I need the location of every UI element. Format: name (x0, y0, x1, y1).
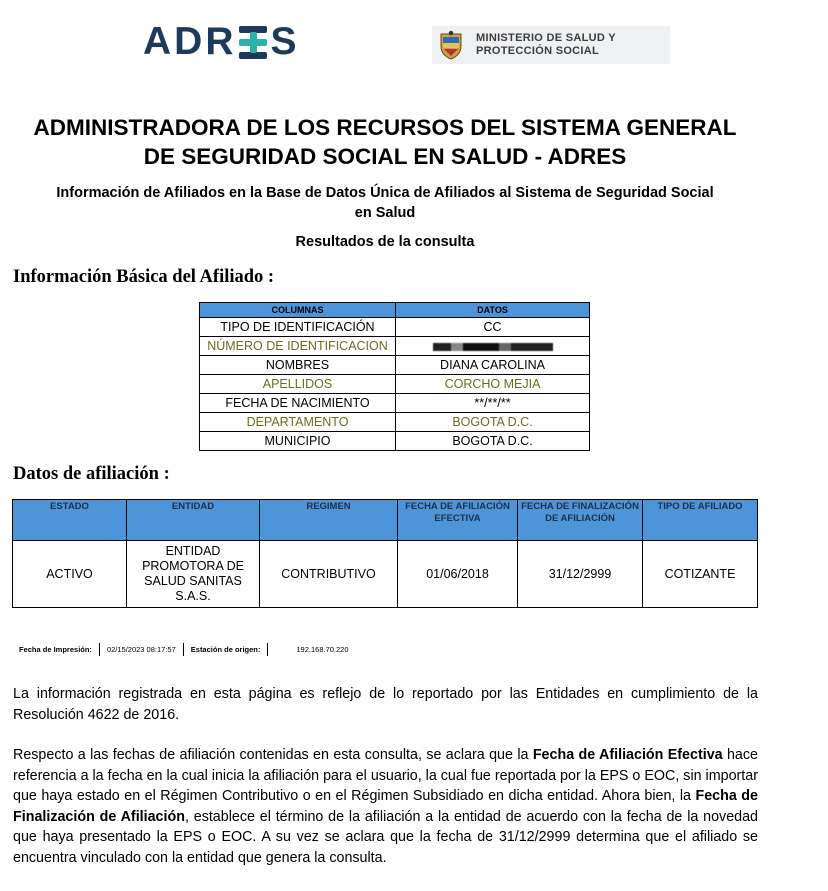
page-title (0, 113, 770, 171)
paragraph-text: hace referencia a la fecha en la cual inicia la afiliación para el usuario, la cual fue reportada por la EPS o EOC, sin importar que haya estado en el Régimen Contributivo o en el Régimen Subsidiado en dicha entidad. Ahora bien, la (13, 747, 758, 804)
colombia-coat-of-arms-icon (438, 30, 464, 60)
cell-estado: ACTIVO (13, 541, 127, 608)
row-value: CC (396, 318, 590, 337)
adres-plus-e-icon (239, 25, 269, 59)
table-row (200, 318, 590, 337)
row-label: FECHA DE NACIMIENTO (200, 394, 396, 413)
disclaimer-paragraph-1: La información registrada en esta página es reflejo de lo reportado por las Entidades en cumplimiento de la Resolución 4622 de 2016. (13, 686, 758, 723)
page-title-line-1: ADMINISTRADORA DE LOS RECURSOS DEL SISTEMA GENERAL (33, 115, 737, 140)
paragraph-text: Respecto a las fechas de afiliación contenidas en esta consulta, se aclara que la (13, 747, 533, 763)
column-header-regimen: REGIMEN (260, 500, 398, 541)
table-row (200, 337, 590, 356)
cell-entidad: ENTIDAD PROMOTORA DE SALUD SANITAS S.A.S. (127, 541, 260, 608)
row-value: BOGOTA D.C. (396, 432, 590, 451)
ministry-logo (432, 26, 670, 64)
table-row (200, 356, 590, 375)
row-label: MUNICIPIO (200, 432, 396, 451)
print-info (19, 642, 349, 656)
column-header-columnas: COLUMNAS (200, 303, 396, 318)
disclaimer-paragraph-2 (13, 745, 758, 868)
row-label: TIPO DE IDENTIFICACIÓN (200, 318, 396, 337)
paragraph-bold-term: Fecha de Afiliación Efectiva (532, 747, 723, 763)
row-value: CORCHO MEJIA (396, 375, 590, 394)
paragraph-bold-term: Fecha de Finalización de Afiliación (13, 788, 758, 825)
page-subtitle-line-1: Información de Afiliados en la Base de Datos Única de Afiliados al Sistema de Seguridad Social (56, 185, 714, 201)
adres-logo: AD R S (143, 20, 300, 63)
row-label: NÚMERO DE IDENTIFICACION (200, 337, 396, 356)
adres-logo-ad: AD (143, 20, 206, 63)
row-label: NOMBRES (200, 356, 396, 375)
divider (267, 643, 268, 656)
divider (99, 643, 100, 656)
row-value: BOGOTA D.C. (396, 413, 590, 432)
cell-fecha-finalizacion: 31/12/2999 (518, 541, 643, 608)
row-label: APELLIDOS (200, 375, 396, 394)
table-row (200, 432, 590, 451)
results-title: Resultados de la consulta (295, 234, 475, 250)
affiliation-table (12, 499, 758, 608)
column-header-fecha-finalizacion: FECHA DE FINALIZACIÓN DE AFILIACIÓN (518, 500, 643, 541)
row-value: DIANA CAROLINA (396, 356, 590, 375)
table-row (200, 394, 590, 413)
page-subtitle (0, 183, 770, 223)
table-row (200, 375, 590, 394)
page-subtitle-line-2: en Salud (354, 205, 416, 221)
column-header-fecha-afiliacion: FECHA DE AFILIACIÓN EFECTIVA (398, 500, 518, 541)
column-header-entidad: ENTIDAD (127, 500, 260, 541)
paragraph-text: , establece el término de la afiliación a la entidad de acuerdo con la fecha de la novedad que haya presentado la EPS o EOC. A su vez se aclara que la fecha de 31/12/2999 determina que el afiliado se encuentra vinculado con la entidad que genera la consulta. (13, 808, 758, 866)
cell-tipo-afiliado: COTIZANTE (643, 541, 758, 608)
table-row (200, 413, 590, 432)
row-value: **/**/** (396, 394, 590, 413)
row-label: DEPARTAMENTO (200, 413, 396, 432)
print-date-label: Fecha de Impresión: (19, 644, 92, 654)
basic-info-heading: Información Básica del Afiliado : (13, 267, 275, 287)
cell-regimen: CONTRIBUTIVO (260, 541, 398, 608)
column-header-datos: DATOS (396, 303, 590, 318)
print-date-value: 02/15/2023 08:17:57 (106, 644, 176, 654)
basic-info-table (199, 302, 590, 451)
cell-fecha-afiliacion: 01/06/2018 (398, 541, 518, 608)
ministry-line-1: MINISTERIO DE SALUD Y (476, 32, 616, 44)
column-header-tipo-afiliado: TIPO DE AFILIADO (643, 500, 758, 541)
station-label: Estación de origen: (190, 644, 261, 654)
page-title-line-2: DE SEGURIDAD SOCIAL EN SALUD - ADRES (143, 144, 627, 169)
ministry-line-2: PROTECCIÓN SOCIAL (476, 45, 600, 57)
divider (183, 643, 184, 656)
column-header-estado: ESTADO (13, 500, 127, 541)
redaction-mark (433, 343, 553, 351)
table-row (13, 541, 758, 608)
affiliation-heading: Datos de afiliación : (13, 464, 170, 484)
station-value: 192.168.70.220 (296, 644, 349, 654)
row-value-redacted (396, 337, 590, 356)
